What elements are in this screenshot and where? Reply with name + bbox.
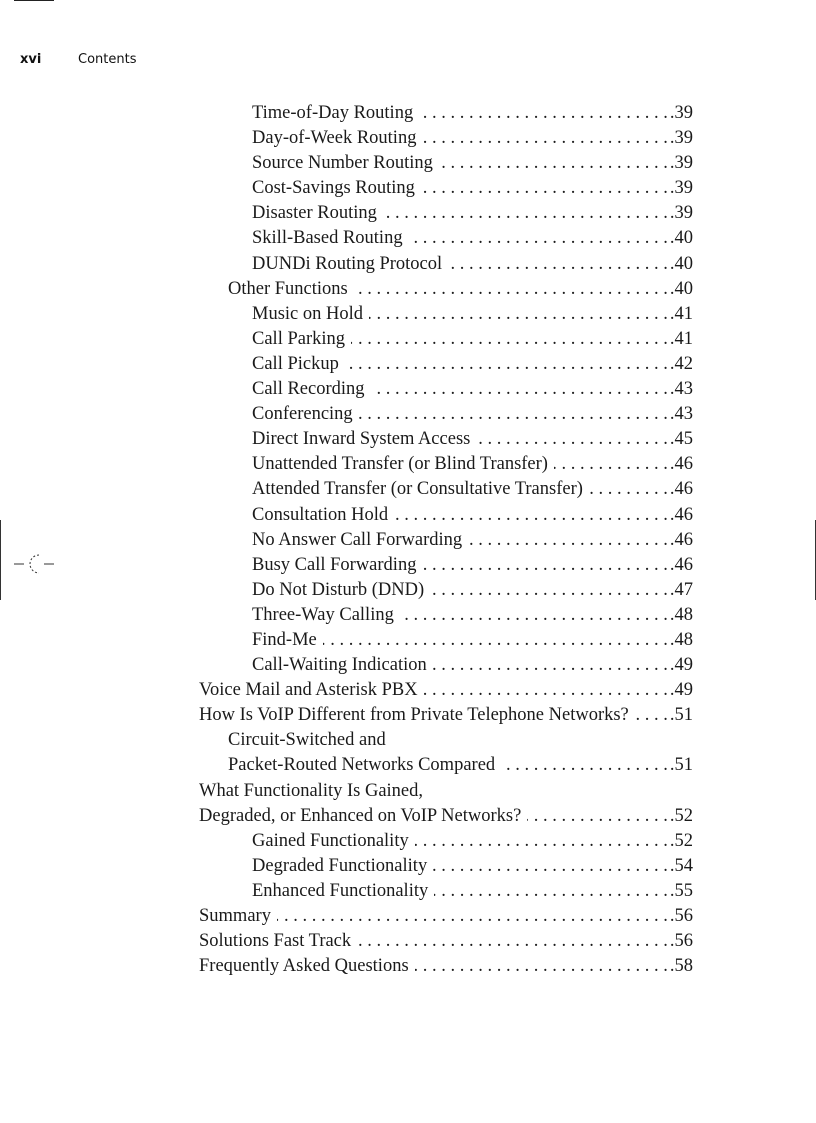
toc-entry-title: Call Parking	[252, 328, 346, 349]
toc-entry[interactable]	[199, 578, 693, 603]
toc-page-number: .56	[669, 931, 693, 952]
toc-entry[interactable]	[199, 854, 693, 879]
running-head	[20, 51, 136, 69]
toc-page-number: .54	[669, 855, 693, 876]
toc-entry-title: Three-Way Calling	[252, 604, 394, 625]
toc-entry-title: Gained Functionality	[252, 830, 409, 851]
toc-leader-dots	[635, 703, 668, 728]
toc-entry[interactable]	[199, 728, 693, 753]
toc-leader-dots	[476, 427, 668, 452]
toc-entry[interactable]	[199, 402, 693, 427]
toc-entry[interactable]	[199, 503, 693, 528]
toc-entry-title: Day-of-Week Routing	[252, 128, 417, 149]
toc-page-number: .47	[669, 579, 693, 600]
toc-page-number: .40	[669, 253, 693, 274]
toc-leader-dots	[409, 226, 668, 251]
toc-entry-title: Source Number Routing	[252, 153, 433, 174]
toc-entry-title: Find-Me	[252, 629, 317, 650]
toc-entry-title: Summary	[199, 906, 271, 926]
toc-page-number: .55	[669, 880, 693, 901]
toc-page-number: .46	[669, 504, 693, 525]
toc-page-number: .52	[669, 830, 693, 851]
toc-entry-title: Unattended Transfer (or Blind Transfer)	[252, 454, 548, 475]
toc-leader-dots	[421, 176, 668, 201]
toc-entry-title: Time-of-Day Routing	[252, 103, 414, 123]
toc-entry-title: Packet-Routed Networks Compared	[228, 755, 496, 776]
toc-page-number: .42	[669, 353, 693, 374]
toc-entry[interactable]	[199, 628, 693, 653]
toc-page-number: .46	[669, 529, 693, 550]
toc-entry[interactable]	[199, 879, 693, 904]
toc-entry[interactable]	[199, 176, 693, 201]
toc-entry[interactable]	[199, 829, 693, 854]
toc-entry-title: Call Recording	[252, 379, 365, 400]
toc-entry[interactable]	[199, 427, 693, 452]
toc-page-number: .51	[669, 755, 693, 776]
toc-leader-dots	[424, 678, 668, 703]
toc-entry-title: Direct Inward System Access	[252, 429, 471, 450]
toc-entry[interactable]	[199, 327, 693, 352]
toc-entry[interactable]	[199, 678, 693, 703]
toc-entry-title: Conferencing	[252, 404, 353, 425]
toc-entry-title: No Answer Call Forwarding	[252, 529, 463, 550]
toc-leader-dots	[369, 302, 668, 327]
toc-entry-title: Other Functions	[228, 278, 348, 299]
toc-entry-title: Music on Hold	[252, 303, 363, 324]
toc-page-number: .49	[669, 655, 693, 676]
toc-page-number: .52	[669, 805, 693, 826]
toc-entry-title: Degraded Functionality	[252, 855, 428, 876]
toc-entry-title: Frequently Asked Questions	[199, 956, 409, 977]
toc-entry-title: What Functionality Is Gained,	[199, 780, 424, 801]
toc-entry[interactable]	[199, 653, 693, 678]
toc-page-number: .40	[669, 228, 693, 249]
toc-entry[interactable]	[199, 101, 693, 126]
toc-leader-dots	[400, 603, 668, 628]
toc-page-number: .49	[669, 680, 693, 701]
toc-leader-dots	[359, 402, 668, 427]
toc-entry[interactable]	[199, 252, 693, 277]
toc-entry-title: Enhanced Functionality	[252, 880, 429, 901]
toc-leader-dots	[527, 804, 668, 829]
toc-leader-dots	[501, 753, 668, 778]
toc-entry[interactable]	[199, 603, 693, 628]
toc-entry-title: How Is VoIP Different from Private Telephone Networks?	[199, 705, 629, 726]
toc-leader-dots	[323, 628, 668, 653]
toc-page-number: .39	[669, 103, 693, 123]
toc-entry-title: Do Not Disturb (DND)	[252, 579, 425, 600]
toc-entry-title: Call Pickup	[252, 353, 339, 374]
toc-entry[interactable]	[199, 226, 693, 251]
toc-entry[interactable]	[199, 352, 693, 377]
toc-entry-title: Consultation Hold	[252, 504, 389, 525]
toc-entry[interactable]	[199, 703, 693, 728]
toc-entry[interactable]	[199, 126, 693, 151]
toc-page-number: .43	[669, 379, 693, 400]
toc-leader-dots	[345, 352, 668, 377]
toc-leader-dots	[589, 477, 668, 502]
toc-page-number: .46	[669, 454, 693, 475]
toc-page-number: .51	[669, 705, 693, 726]
toc-entry[interactable]	[199, 904, 693, 929]
toc-page-number: .40	[669, 278, 693, 299]
toc-leader-dots	[415, 954, 668, 979]
toc-entry[interactable]	[199, 377, 693, 402]
toc-entry[interactable]	[199, 477, 693, 502]
toc-leader-dots	[383, 201, 668, 226]
toc-leader-dots	[422, 553, 667, 578]
toc-entry-title: Degraded, or Enhanced on VoIP Networks?	[199, 805, 522, 826]
toc-page-number: .41	[669, 303, 693, 324]
toc-leader-dots	[357, 929, 668, 954]
toc-entry[interactable]	[199, 753, 693, 778]
toc-leader-dots	[430, 578, 668, 603]
toc-page-number: .46	[669, 554, 693, 575]
toc-entry[interactable]	[199, 201, 693, 226]
toc-entry[interactable]	[199, 929, 693, 954]
toc-leader-dots	[277, 904, 668, 929]
toc-entry-title: Call-Waiting Indication	[252, 655, 427, 676]
toc-page-number: .56	[669, 906, 693, 926]
toc-page-number: .39	[669, 128, 693, 149]
toc-leader-dots	[351, 327, 668, 352]
toc-entry[interactable]	[199, 553, 693, 578]
toc-entry-title: Solutions Fast Track	[199, 931, 352, 952]
toc-page-number: .41	[669, 328, 693, 349]
toc-entry[interactable]	[199, 277, 693, 302]
toc-entry[interactable]	[199, 302, 693, 327]
toc-leader-dots	[415, 829, 668, 854]
toc-page-number: .58	[669, 956, 693, 977]
toc-page-number: .39	[669, 153, 693, 174]
toc-leader-dots	[433, 653, 668, 678]
toc-entry-title: Disaster Routing	[252, 203, 377, 224]
toc-leader-dots	[394, 503, 668, 528]
toc-entry[interactable]	[199, 779, 693, 804]
toc-leader-dots	[434, 879, 668, 904]
toc-entry[interactable]	[199, 804, 693, 829]
toc-leader-dots	[448, 252, 668, 277]
section-title: Contents	[78, 52, 137, 67]
toc-leader-dots	[554, 452, 668, 477]
toc-page-number: .39	[669, 178, 693, 199]
toc-entry-title: Skill-Based Routing	[252, 228, 403, 249]
registration-mark-icon	[14, 549, 58, 579]
toc-leader-dots	[371, 377, 668, 402]
page-folio: xvi	[20, 52, 42, 67]
crop-line-left	[0, 520, 1, 600]
toc-entry[interactable]	[199, 528, 693, 553]
toc-leader-dots	[439, 151, 668, 176]
toc-page-number: .43	[669, 404, 693, 425]
toc-entry[interactable]	[199, 452, 693, 477]
toc-page-number: .46	[669, 479, 693, 500]
toc-page-number: .45	[669, 429, 693, 450]
toc-leader-dots	[354, 277, 668, 302]
toc-leader-dots	[422, 126, 667, 151]
toc-entry-title: Circuit-Switched and	[228, 730, 386, 751]
toc-entry[interactable]	[199, 151, 693, 176]
table-of-contents	[199, 101, 693, 979]
toc-leader-dots	[419, 101, 668, 126]
toc-page-number: .48	[669, 629, 693, 650]
toc-entry-title: DUNDi Routing Protocol	[252, 253, 443, 274]
toc-entry-title: Cost-Savings Routing	[252, 178, 415, 199]
toc-leader-dots	[468, 528, 668, 553]
toc-entry-title: Attended Transfer (or Consultative Transfer)	[252, 479, 583, 500]
toc-page-number: .48	[669, 604, 693, 625]
toc-entry-title: Voice Mail and Asterisk PBX	[199, 680, 418, 701]
top-rule	[14, 0, 54, 1]
toc-page-number: .39	[669, 203, 693, 224]
toc-leader-dots	[433, 854, 668, 879]
toc-entry[interactable]	[199, 954, 693, 979]
toc-entry-title: Busy Call Forwarding	[252, 554, 417, 575]
